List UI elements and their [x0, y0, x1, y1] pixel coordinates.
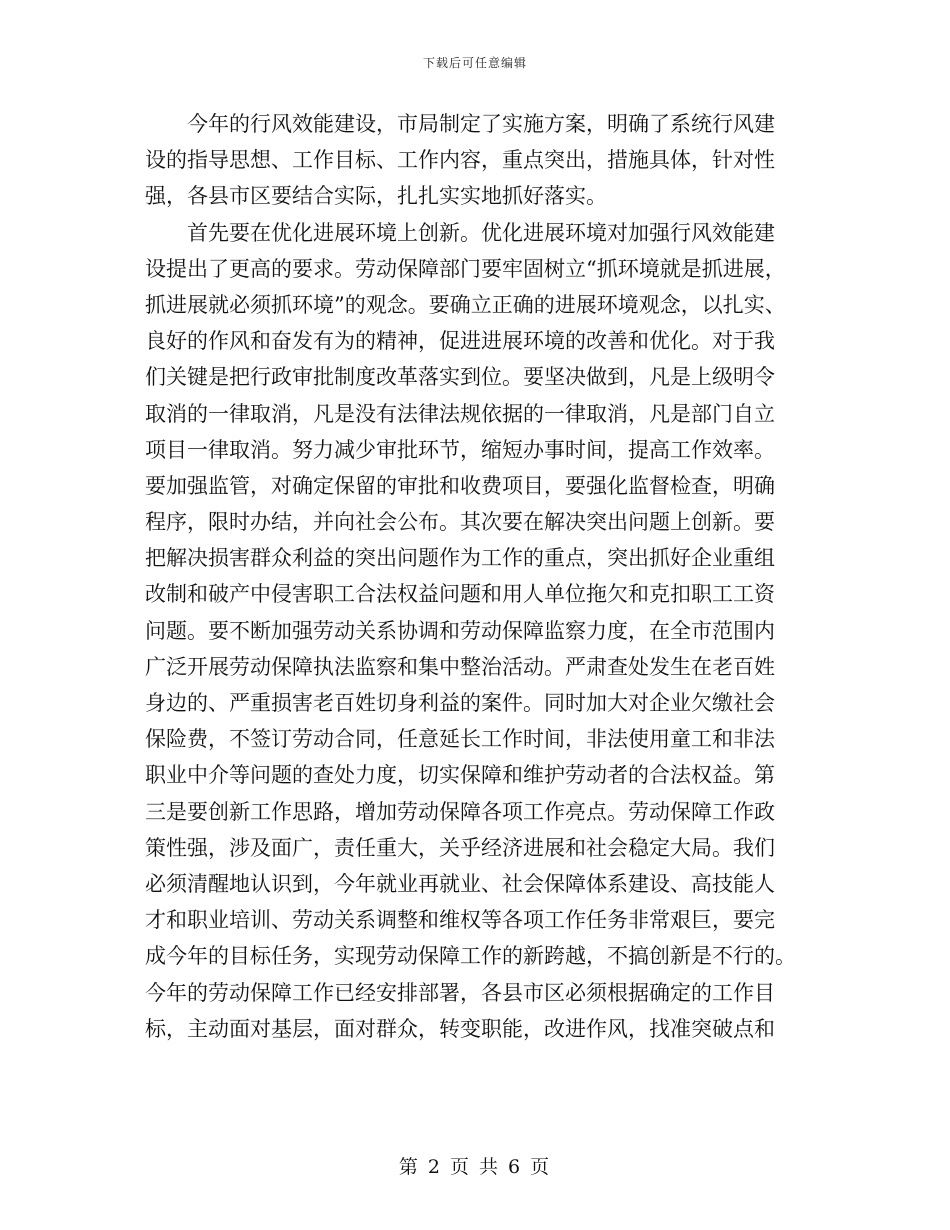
text-line: 程序，限时办结，并向社会公布。其次要在解决突出问题上创新。要: [145, 510, 775, 535]
text-line: 保险费，不签订劳动合同，任意延长工作时间，非法使用童工和非法: [145, 727, 775, 752]
text-line: 成今年的目标任务，实现劳动保障工作的新跨越，不搞创新是不行的。: [145, 944, 796, 969]
text-line: 三是要创新工作思路，增加劳动保障各项工作亮点。劳动保障工作政: [145, 799, 775, 824]
text-line: 问题。要不断加强劳动关系协调和劳动保障监察力度，在全市范围内: [145, 618, 775, 643]
text-line: 设提出了更高的要求。劳动保障部门要牢固树立“抓环境就是抓进展，: [145, 256, 786, 281]
text-line: 抓进展就必须抓环境”的观念。要确立正确的进展环境观念，以扎实、: [145, 292, 786, 317]
page-number-footer: 第 2 页 共 6 页: [398, 1156, 552, 1178]
text-line: 项目一律取消。努力减少审批环节，缩短办事时间，提高工作效率。: [145, 437, 775, 462]
page-header: 下载后可任意编辑: [422, 56, 527, 70]
text-line: 取消的一律取消，凡是没有法律法规依据的一律取消，凡是部门自立: [145, 401, 775, 426]
document-body: [145, 106, 807, 1047]
text-line: 标，主动面对基层，面对群众，转变职能，改进作风，找准突破点和: [145, 1016, 775, 1041]
text-line: 改制和破产中侵害职工合法权益问题和用人单位拖欠和克扣职工工资: [145, 582, 775, 607]
text-line: 要加强监管，对确定保留的审批和收费项目，要强化监督检查，明确: [145, 473, 775, 498]
text-line: 们关键是把行政审批制度改革落实到位。要坚决做到，凡是上级明令: [145, 365, 775, 390]
text-line: 必须清醒地认识到，今年就业再就业、社会保障体系建设、高技能人: [145, 871, 775, 896]
text-line: 设的指导思想、工作目标、工作内容，重点突出，措施具体，针对性: [145, 148, 775, 173]
text-line: 把解决损害群众利益的突出问题作为工作的重点，突出抓好企业重组: [145, 546, 775, 571]
text-line: 职业中介等问题的查处力度，切实保障和维护劳动者的合法权益。第: [145, 763, 775, 788]
text-line: 广泛开展劳动保障执法监察和集中整治活动。严肃查处发生在老百姓: [145, 654, 775, 679]
text-line: 才和职业培训、劳动关系调整和维权等各项工作任务非常艰巨，要完: [145, 908, 775, 933]
text-line: 今年的行风效能建设，市局制定了实施方案，明确了系统行风建: [187, 112, 775, 136]
text-line: 首先要在优化进展环境上创新。优化进展环境对加强行风效能建: [187, 220, 775, 245]
text-line: 今年的劳动保障工作已经安排部署，各县市区必须根据确定的工作目: [145, 980, 775, 1005]
text-line: 良好的作风和奋发有为的精神，促进进展环境的改善和优化。对于我: [145, 329, 775, 354]
text-line: 强，各县市区要结合实际，扎扎实实地抓好落实。: [145, 184, 607, 209]
text-line: 策性强，涉及面广，责任重大，关乎经济进展和社会稳定大局。我们: [145, 835, 775, 860]
text-line: 身边的、严重损害老百姓切身利益的案件。同时加大对企业欠缴社会: [145, 691, 775, 715]
